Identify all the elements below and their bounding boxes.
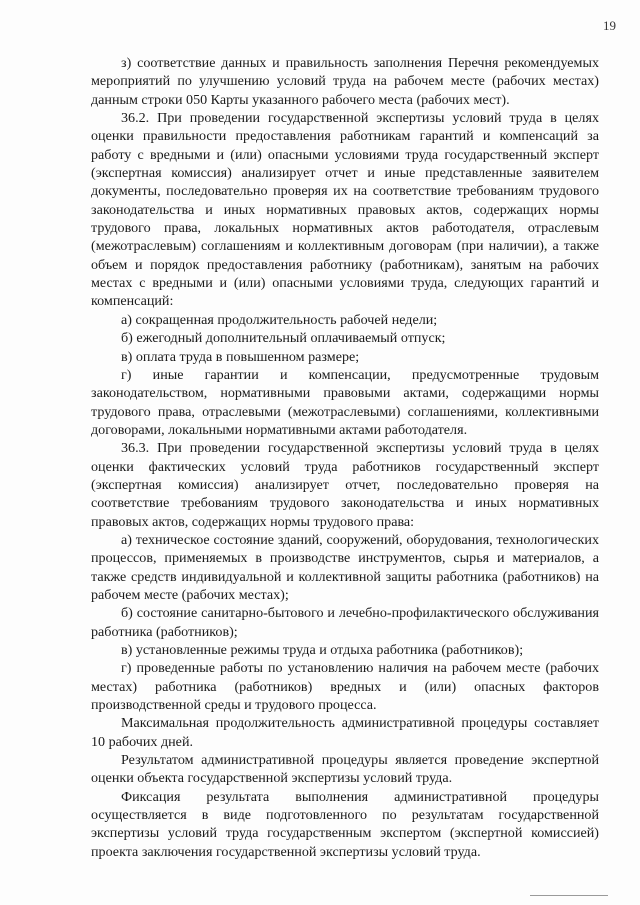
footer-divider — [530, 895, 608, 896]
paragraph-max-duration: Максимальная продолжительность административной процедуры составляет 10 рабочих дней. — [91, 715, 599, 750]
paragraph-procedure-result: Результатом административной процедуры является проведение экспертной оценки объекта государственной экспертизы условий труда. — [91, 752, 599, 787]
list-item-g-hazard-factors: г) проведенные работы по установлению наличия на рабочем месте (рабочих местах) работника (работников) вредных и (или) опасных факторов производственной среды и трудового процесса. — [91, 660, 599, 714]
paragraph-36-2: 36.2. При проведении государственной экспертизы условий труда в целях оценки правильности предоставления работникам гарантий и компенсаций за работу с вредными и (или) опасными условиями труда государственный эксперт (экспертная комиссия) анализирует отчет и иные представленные заявителем документы, последовательно проверяя их на соответствие требованиям трудового законодательства и иных нормативных правовых актов, содержащих нормы трудового права, локальных нормативных актов работодателя, отраслевым (межотраслевым) соглашениям и коллективным договорам (при наличии), а также объем и порядок предоставления работнику (работникам), занятым на рабочих местах с вредными и (или) опасными условиями труда, следующих гарантий и компенсаций: — [91, 110, 599, 310]
paragraph-36-3: 36.3. При проведении государственной экспертизы условий труда в целях оценки фактических условий труда работников государственный эксперт (экспертная комиссия) анализирует отчет, последовательно проверяя на соответствие требованиям трудового законодательства и иных нормативных правовых актов, содержащих нормы трудового права: — [91, 440, 599, 530]
list-item-a-reduced-week: а) сокращенная продолжительность рабочей недели; — [121, 311, 438, 328]
list-item-a-technical-state: а) техническое состояние зданий, сооружений, оборудования, технологических процессов, применяемых в производстве инструментов, сырья и материалов, а также средств индивидуальной и коллективной защиты работника (работников) на рабочем месте (рабочих местах); — [91, 531, 599, 603]
list-item-b-sanitary-service: б) состояние санитарно-бытового и лечебно-профилактического обслуживания работника (работников); — [91, 605, 599, 640]
list-item-v-increased-pay: в) оплата труда в повышенном размере; — [121, 348, 360, 365]
list-item-b-annual-leave: б) ежегодный дополнительный оплачиваемый отпуск; — [121, 330, 446, 347]
page-number: 19 — [603, 18, 616, 33]
list-item-g-other-guarantees: г) иные гарантии и компенсации, предусмотренные трудовым законодательством, нормативными правовыми актами, содержащими нормы трудового права, отраслевыми (межотраслевыми) соглашениями, коллективными договорами, локальными нормативными актами работодателя. — [91, 366, 599, 438]
paragraph-result-fixation: Фиксация результата выполнения административной процедуры осуществляется в виде подготовленного по результатам государственной экспертизы условий труда государственным экспертом (экспертной комиссией) проекта заключения государственной экспертизы условий труда. — [91, 788, 599, 860]
list-item-v-work-rest-regime: в) установленные режимы труда и отдыха работника (работников); — [121, 642, 524, 658]
document-body — [91, 54, 599, 861]
paragraph-z-data-correspondence: з) соответствие данных и правильность заполнения Перечня рекомендуемых мероприятий по улучшению условий труда на рабочем месте (рабочих местах) данным строки 050 Карты указанного рабочего места (рабочих мест). — [91, 55, 599, 108]
